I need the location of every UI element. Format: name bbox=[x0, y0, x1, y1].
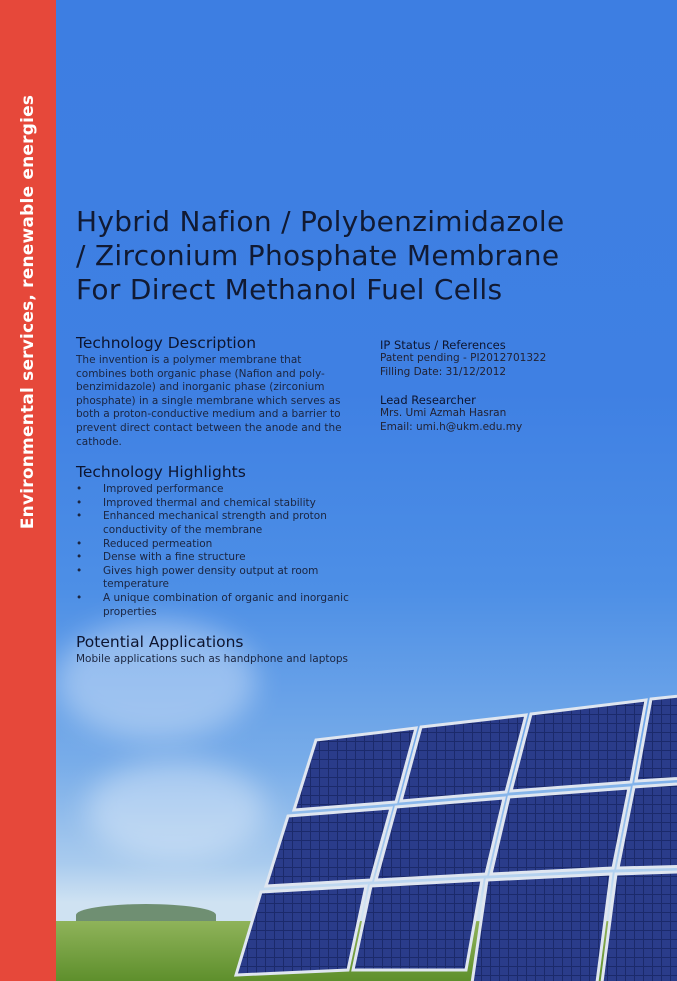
potential-applications bbox=[76, 633, 351, 667]
lead-researcher bbox=[380, 393, 580, 434]
description-text: The invention is a polymer membrane that combines both organic phase (Nafion and poly-benzimidazole) and inorganic phase (zirconium phosphate) in a single membrane which serves as both a proton-conductive medium and a barrier to prevent direct contact between the anode and the cathode. bbox=[76, 354, 342, 448]
list-item: • A unique combination of organic and inorganic properties bbox=[76, 592, 351, 619]
technology-description bbox=[76, 334, 351, 449]
list-item: • Dense with a fine structure bbox=[76, 551, 351, 565]
list-item: • Reduced permeation bbox=[76, 538, 351, 552]
applications-text: Mobile applications such as handphone and laptops bbox=[76, 653, 349, 666]
list-item: • Gives high power density output at room temperature bbox=[76, 565, 351, 592]
section-heading: Potential Applications bbox=[76, 633, 244, 652]
list-item: • Improved thermal and chemical stability bbox=[76, 497, 351, 511]
patent-status: Patent pending - PI2012701322 bbox=[380, 352, 547, 364]
ip-heading: IP Status / References bbox=[380, 338, 506, 352]
technology-highlights bbox=[76, 463, 351, 619]
page-title: Hybrid Nafion / Polybenzimidazole / Zirconium Phosphate Membrane For Direct Methanol Fuel Cells bbox=[76, 205, 565, 306]
researcher-name: Mrs. Umi Azmah Hasran bbox=[380, 407, 507, 420]
researcher-email[interactable]: Email: umi.h@ukm.edu.my bbox=[380, 420, 523, 433]
section-heading: Technology Description bbox=[76, 334, 257, 352]
list-item: • Improved performance bbox=[76, 483, 351, 497]
category-sidebar bbox=[0, 0, 56, 981]
filing-date: Filling Date: 31/12/2012 bbox=[380, 365, 507, 378]
ip-status bbox=[380, 338, 580, 379]
category-label: Environmental services, renewable energies bbox=[18, 94, 38, 530]
list-item: • Enhanced mechanical strength and proton conductivity of the membrane bbox=[76, 510, 351, 537]
solar-panels-image bbox=[176, 670, 677, 981]
section-heading: Technology Highlights bbox=[76, 463, 246, 482]
researcher-heading: Lead Researcher bbox=[380, 393, 476, 408]
